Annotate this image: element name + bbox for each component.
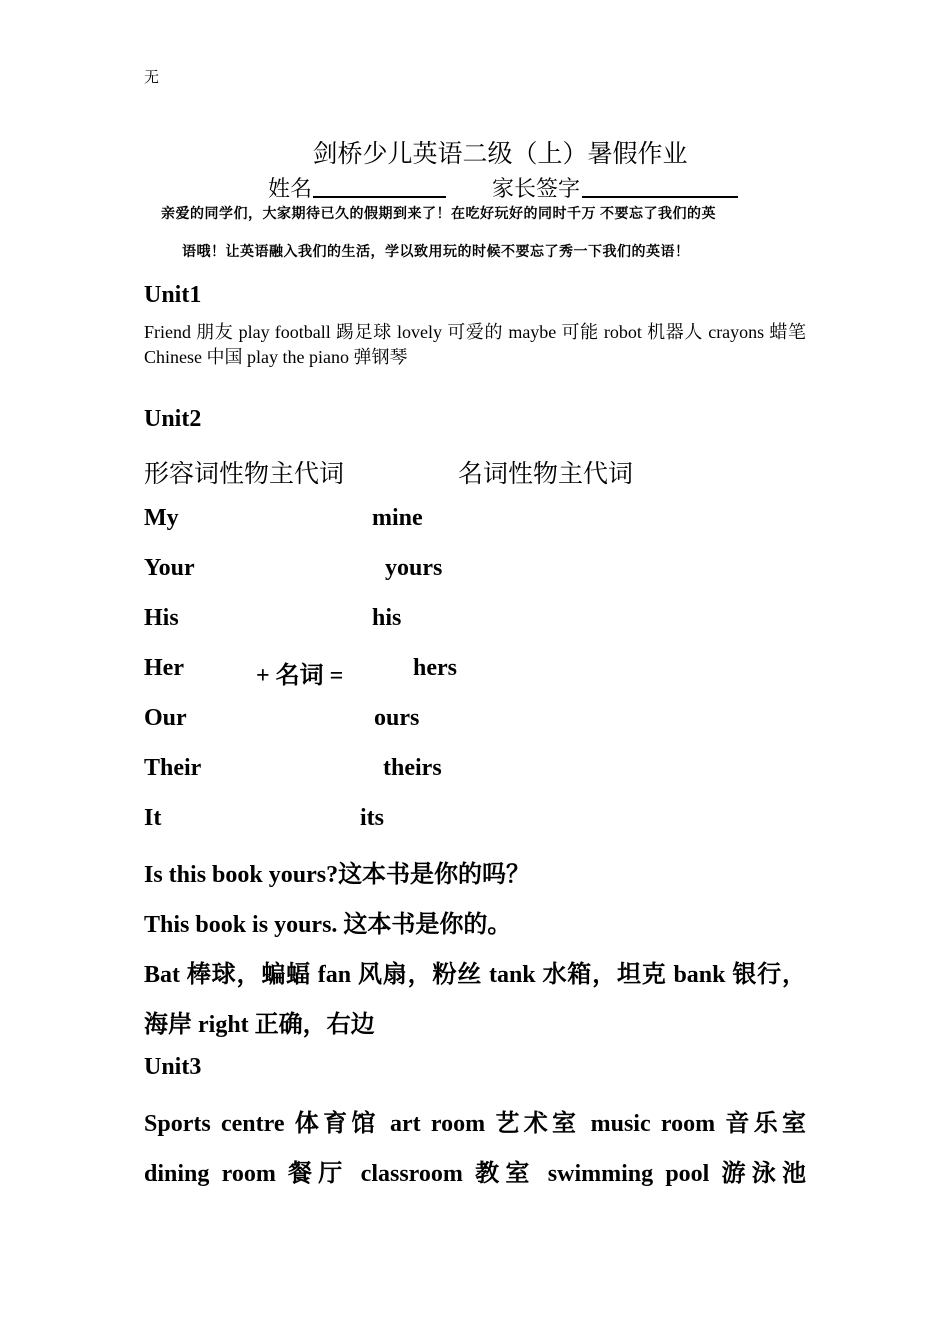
adjective-pronoun-header: 形容词性物主代词 [144,461,345,488]
pronoun-noun-ours: ours [374,705,420,731]
pronoun-adj-her: Her [144,655,184,681]
parent-signature-blank-line[interactable] [582,196,738,198]
homonym-words-line-1: Bat 棒球，蝙蝠 fan 风扇，粉丝 tank 水箱，坦克 bank 银行， [144,962,806,988]
example-sentence-question: Is this book yours?这本书是你的吗？ [144,862,531,888]
pronoun-noun-yours: yours [385,555,443,581]
unit2-heading: Unit2 [144,406,202,432]
pronoun-noun-mine: mine [372,505,423,531]
pronoun-adj-our: Our [144,705,187,731]
name-blank-line[interactable] [313,196,446,198]
intro-line-2: 语哦！让英语融入我们的生活，学以致用玩的时候不要忘了秀一下我们的英语！ [182,245,690,260]
pronoun-noun-its: its [360,805,384,831]
pronoun-adj-my: My [144,505,179,531]
example-sentence-answer: This book is yours. 这本书是你的。 [144,912,512,938]
pronoun-noun-his: his [372,605,402,631]
homonym-words-line-2: 海岸 right 正确，右边 [144,1012,375,1038]
pronoun-adj-your: Your [144,555,195,581]
unit1-heading: Unit1 [144,282,202,308]
unit3-heading: Unit3 [144,1054,202,1080]
unit1-vocabulary: Friend 朋友 play football 踢足球 lovely 可爱的 maybe 可能 robot 机器人 crayons 蜡笔 Chinese 中国 play the piano 弹钢琴 [144,322,806,367]
parent-signature-label: 家长签字 [492,176,581,201]
intro-line-1: 亲爱的同学们，大家期待已久的假期到来了！在吃好玩好的同时千万 不要忘了我们的英 [161,207,716,222]
page-title: 剑桥少儿英语二级（上）暑假作业 [312,141,688,168]
pronoun-noun-theirs: theirs [383,755,442,781]
noun-pronoun-header: 名词性物主代词 [458,461,634,488]
pronoun-rule-operator: + 名词 = [256,663,344,689]
name-field-label: 姓名 [268,176,313,201]
unit3-vocab-line-2: dining room 餐厅 classroom 教室 swimming pool 游泳池 [144,1161,806,1187]
pronoun-noun-hers: hers [413,655,457,681]
pronoun-adj-his: His [144,605,179,631]
header-mark: 无 [144,70,160,86]
unit3-vocab-line-1: Sports centre 体育馆 art room 艺术室 music room 音乐室 [144,1111,806,1137]
pronoun-adj-it: It [144,805,162,831]
pronoun-adj-their: Their [144,755,202,781]
